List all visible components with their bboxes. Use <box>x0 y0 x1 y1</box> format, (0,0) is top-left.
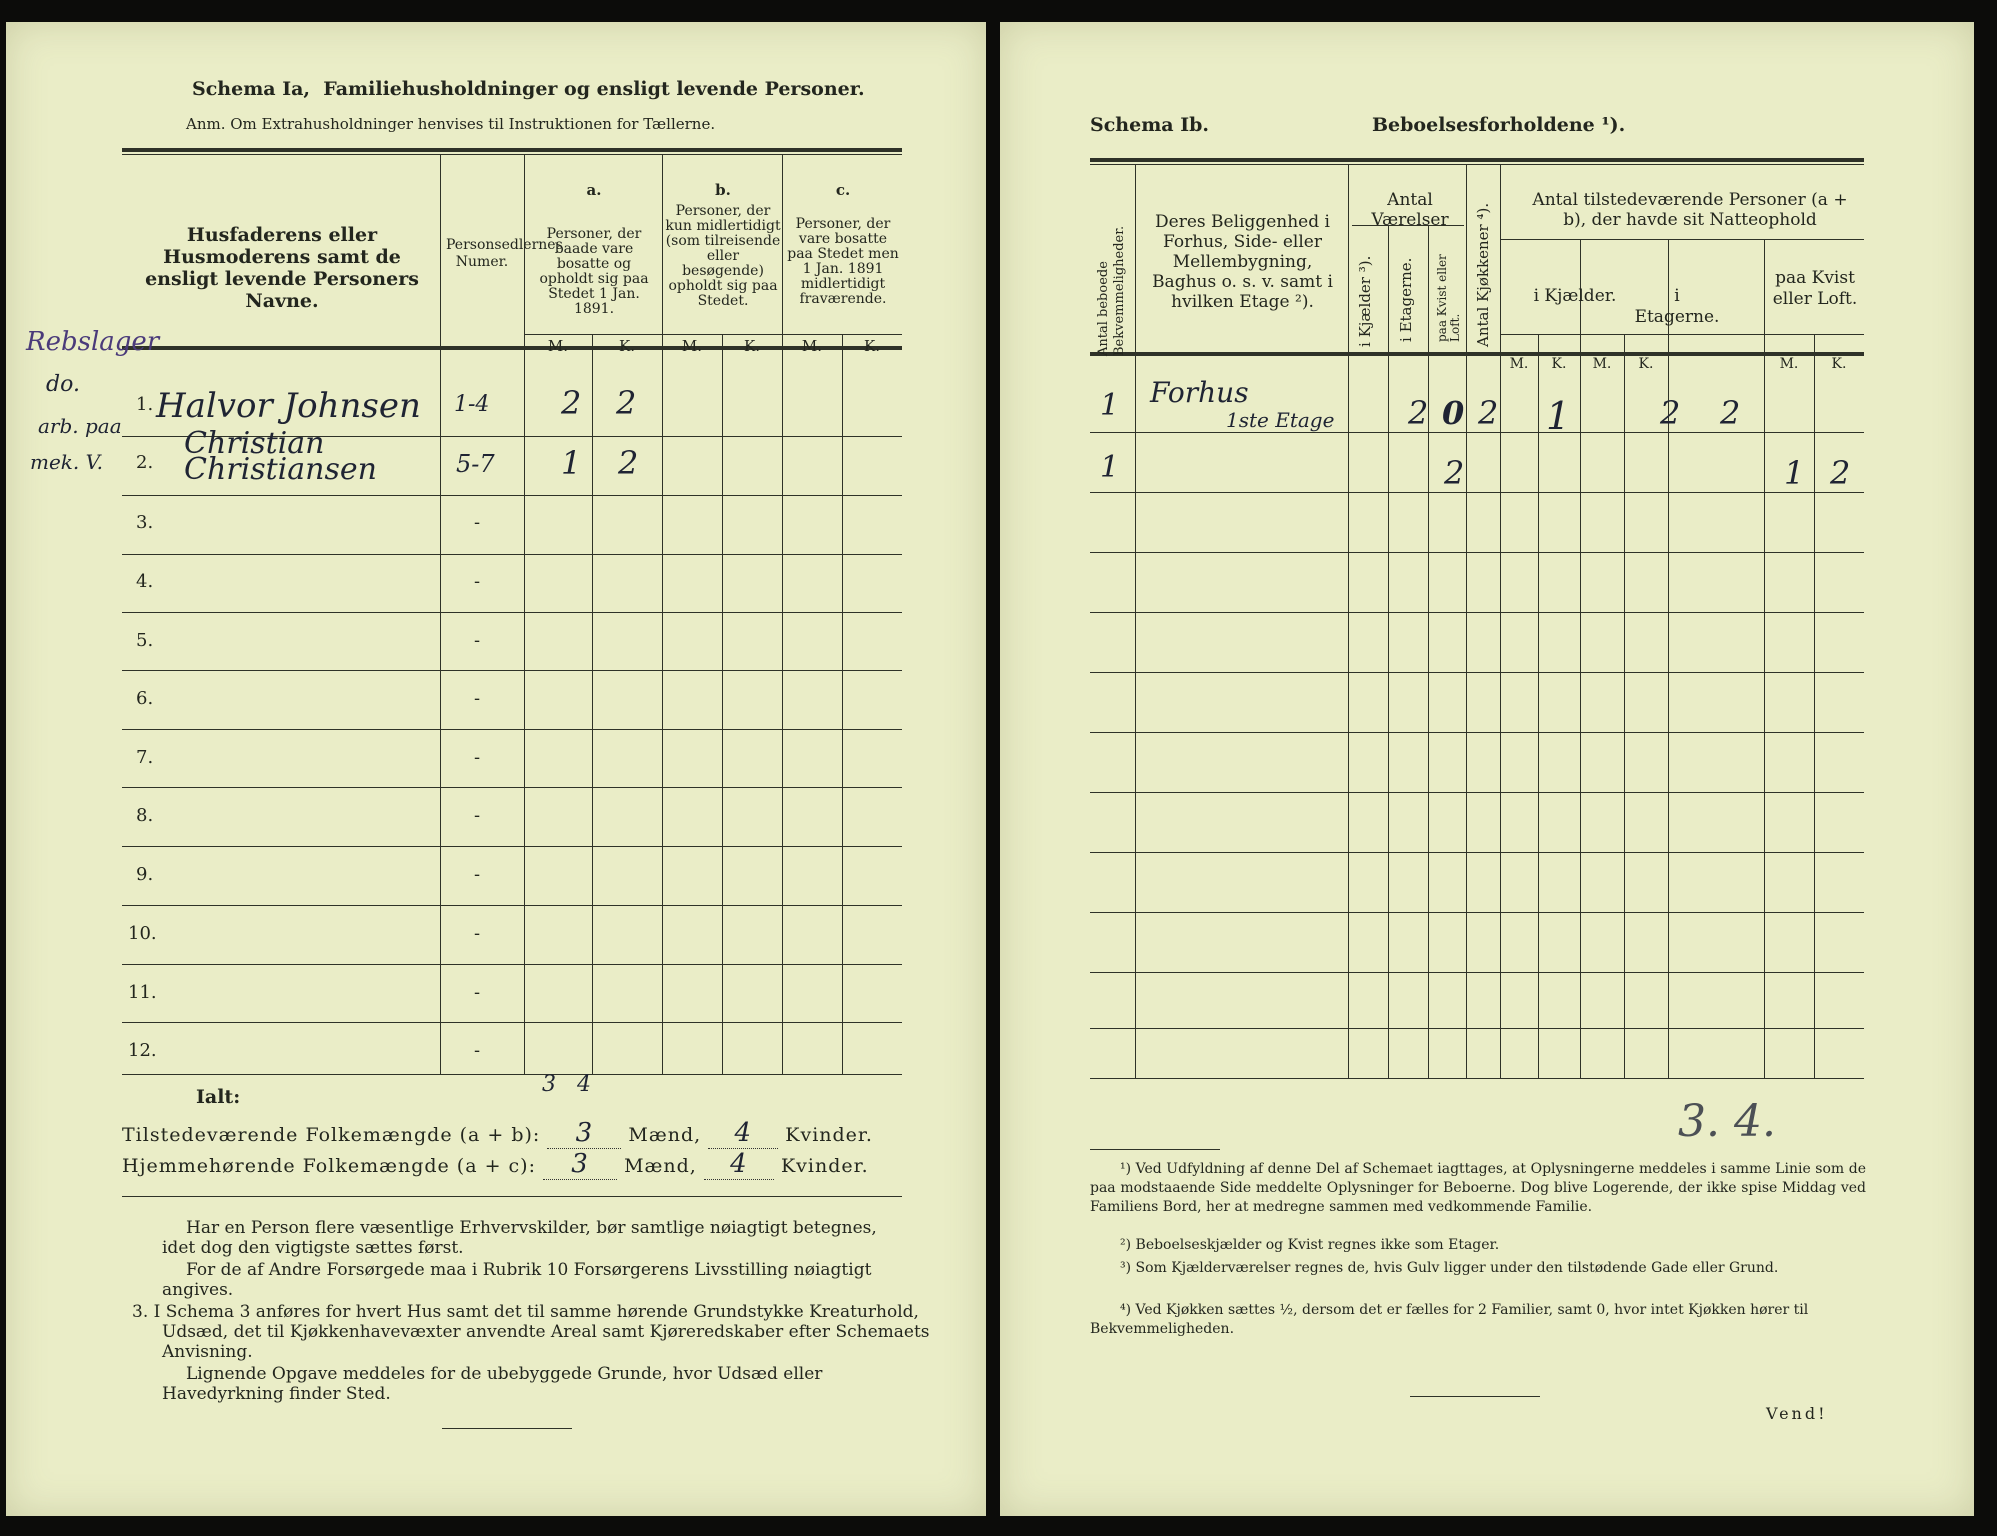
col-line <box>1624 334 1625 1078</box>
num-dash: - <box>474 982 481 1003</box>
entry-kjok: 2 <box>1478 394 1499 432</box>
row-line <box>122 1074 902 1075</box>
tilst-kvinder: Kvinder. <box>785 1124 873 1146</box>
col-a-m: M. <box>547 337 569 355</box>
num-dash: - <box>474 1040 481 1061</box>
left-note: Anm. Om Extrahusholdninger henvises til Instruktionen for Tællerne. <box>186 115 716 133</box>
right-page <box>1000 22 1974 1516</box>
col-line <box>592 334 593 1074</box>
row-line <box>122 670 902 671</box>
col-line <box>1135 164 1136 1078</box>
vend-label: Vend! <box>1766 1404 1828 1423</box>
col-b-letter: b. <box>715 181 731 199</box>
col-a-k: K. <box>619 337 635 355</box>
row-number: 3. <box>136 512 154 533</box>
col-header-kv <box>1436 232 1462 342</box>
entry-kv: 0 <box>1442 394 1465 432</box>
hand-total: 3. 4. <box>1678 1096 1776 1147</box>
row-line <box>1090 852 1864 853</box>
entry-num: 5-7 <box>456 450 495 478</box>
hjem-row <box>122 1149 869 1180</box>
tilst-maend: Mænd, <box>628 1124 702 1146</box>
col-line <box>1814 334 1815 1078</box>
entry-a-k: 2 <box>618 444 639 482</box>
left-title <box>192 78 865 100</box>
col-b-m: M. <box>681 337 703 355</box>
entry-a-m: 1 <box>561 444 582 482</box>
footnote-2: ²) Beboelseskjælder og Kvist regnes ikke som Etager. <box>1120 1237 1500 1253</box>
row-number: 12. <box>128 1040 157 1061</box>
col-line <box>1428 225 1429 1078</box>
col-header-kjok <box>1474 203 1492 347</box>
table-rule <box>1090 164 1864 165</box>
col-line <box>842 334 843 1074</box>
col-p-et-m: M. <box>1592 356 1612 372</box>
entry-name: Halvor Johnsen <box>156 386 421 426</box>
row-number: 11. <box>128 982 157 1003</box>
col-a-letter: a. <box>586 181 602 199</box>
left-page <box>6 22 986 1516</box>
col-line <box>722 334 723 1074</box>
row-number: 7. <box>136 747 154 768</box>
entry-name-line2: Christiansen <box>184 452 377 487</box>
instruction-para: For de af Andre Forsørgede maa i Rubrik 10 Forsørgerens Livsstilling nøiagtigt angives. <box>162 1260 872 1300</box>
row-line <box>1090 672 1864 673</box>
hjem-maend: Mænd, <box>624 1155 697 1177</box>
totals-rule <box>122 1196 902 1197</box>
tilst-m-field <box>547 1118 621 1149</box>
entry-a-m: 2 <box>561 384 582 422</box>
col-p-kv-m: M. <box>1779 356 1799 372</box>
col-c-letter: c. <box>835 181 851 199</box>
end-rule <box>442 1428 572 1429</box>
col-header-pers: Antal tilstedeværende Personer (a + b), der havde sit Natteophold <box>1532 190 1848 230</box>
instruction-para: Har en Person flere væsentlige Erhvervskilder, bør samtlige nøiagtigt betegnes, idet dog den vigtigste sættes først. <box>162 1218 877 1258</box>
col-line <box>1538 334 1539 1078</box>
hjem-k-field <box>704 1149 774 1180</box>
col-line <box>1500 164 1501 1078</box>
row-line <box>122 964 902 965</box>
footnote-1: ¹) Ved Udfyldning af denne Del af Schemaet iagttages, at Oplysningerne meddeles i samme Linie som de paa modstaaende Side meddelte Oplysninger for Beboerne. Dog blive Logerende, der ikke spise Middag ved Familiens Bord, her at medregne sammen med vedkommende Familie. <box>1090 1161 1866 1215</box>
entry-kv: 2 <box>1444 454 1465 492</box>
entry-belig-line1: Forhus <box>1150 376 1249 409</box>
col-line <box>662 154 663 1074</box>
tilst-k-field <box>708 1118 778 1149</box>
row-line <box>1090 972 1864 973</box>
hjem-m-field <box>543 1149 617 1180</box>
tilst-row <box>122 1118 873 1149</box>
row-line <box>1090 792 1864 793</box>
row-line <box>122 1022 902 1023</box>
entry-p-kv-k: 2 <box>1830 454 1851 492</box>
hjem-m: 3 <box>571 1149 589 1179</box>
col-header-belig: Deres Beliggenhed i Forhus, Side- eller Mellembygning, Baghus o. s. v. samt i hvilken Etage ²). <box>1152 212 1333 312</box>
end-rule <box>1410 1396 1540 1397</box>
col-c-k: K. <box>864 337 880 355</box>
num-dash: - <box>474 512 481 533</box>
entry-p-et-k: 2 <box>1720 394 1741 432</box>
row-number: 2. <box>136 452 154 473</box>
instruction-para: Lignende Opgave meddeles for de ubebyggede Grunde, hvor Udsæd eller Havedyrkning finder Sted. <box>162 1364 823 1404</box>
col-header-a: Personer, der baade vare bosatte og opholdt sig paa Stedet 1 Jan. 1891. <box>539 226 649 317</box>
col-b-k: K. <box>744 337 760 355</box>
footnote-rule <box>1090 1149 1220 1150</box>
margin-note: Rebslager <box>26 327 160 357</box>
row-number: 4. <box>136 571 154 592</box>
col-line <box>1348 164 1349 1078</box>
table-top-rule <box>1090 158 1864 162</box>
ialt-handwritten: 3 4 <box>542 1072 591 1097</box>
col-header-bek <box>1096 176 1128 356</box>
right-schema-label: Schema Ib. <box>1090 114 1210 136</box>
entry-num: 1-4 <box>454 392 490 417</box>
col-line <box>1668 239 1669 1078</box>
col-header-kv-text: paa Kvist eller Loft. <box>1435 254 1462 342</box>
row-line <box>1090 492 1864 493</box>
num-dash: - <box>474 688 481 709</box>
row-line <box>122 554 902 555</box>
row-number: 10. <box>128 923 157 944</box>
row-number: 8. <box>136 805 154 826</box>
row-line <box>1090 912 1864 913</box>
num-dash: - <box>474 747 481 768</box>
col-header-kj <box>1356 256 1374 347</box>
row-line <box>122 495 902 496</box>
col-p-kj-k: K. <box>1551 356 1567 372</box>
col-header-et-text: i Etagerne. <box>1397 257 1415 342</box>
col-header-p-et: i Etagerne. <box>1634 286 1720 327</box>
col-header-p-kv: paa Kvist eller Loft. <box>1772 268 1858 309</box>
hjem-label: Hjemmehørende Folkemængde (a + c): <box>122 1155 536 1177</box>
col-header-et <box>1397 258 1415 342</box>
left-title-text: Familiehusholdninger og ensligt levende Personer. <box>323 78 865 100</box>
row-line <box>122 846 902 847</box>
hjem-kvinder: Kvinder. <box>780 1155 869 1177</box>
col-line <box>782 154 783 1074</box>
row-line <box>122 905 902 906</box>
col-header-c: Personer, der vare bosatte paa Stedet men 1 Jan. 1891 midlertidigt fraværende. <box>787 216 899 307</box>
col-header-vaer: Antal Værelser <box>1371 190 1449 230</box>
entry-bek: 1 <box>1100 388 1120 423</box>
col-header-p-kj: i Kjælder. <box>1533 286 1617 306</box>
col-line <box>524 154 525 1074</box>
entry-et: 2 <box>1408 394 1429 432</box>
num-dash: - <box>474 923 481 944</box>
hjem-k: 4 <box>730 1149 748 1179</box>
tilst-k: 4 <box>734 1118 752 1148</box>
row-line <box>122 787 902 788</box>
tilst-m: 3 <box>575 1118 594 1148</box>
table-rule <box>122 154 902 155</box>
col-line <box>1388 225 1389 1078</box>
entry-bek: 1 <box>1100 450 1120 485</box>
num-dash: - <box>474 805 481 826</box>
col-line <box>1466 164 1467 1078</box>
col-c-m: M. <box>801 337 823 355</box>
table-rule <box>1500 334 1864 335</box>
table-rule <box>524 334 902 335</box>
margin-note: mek. V. <box>30 450 103 474</box>
table-rule <box>1090 352 1864 356</box>
num-dash: - <box>474 630 481 651</box>
num-dash: - <box>474 864 481 885</box>
col-p-kv-k: K. <box>1831 356 1847 372</box>
ialt-label: Ialt: <box>196 1086 241 1108</box>
row-line <box>122 612 902 613</box>
entry-p-kv-m: 1 <box>1784 454 1805 492</box>
col-line <box>440 154 441 1074</box>
entry-p-kj-m: 1 <box>1546 394 1571 438</box>
entry-belig-line2: 1ste Etage <box>1226 408 1335 432</box>
num-dash: - <box>474 571 481 592</box>
col-header-kjok-text: Antal Kjøkkener ⁴). <box>1474 202 1492 347</box>
row-line <box>1090 732 1864 733</box>
row-number: 5. <box>136 630 154 651</box>
entry-name-line1: Christian <box>184 426 325 461</box>
col-header-b: Personer, der kun midlertidigt (som tilreisende eller besøgende) opholdt sig paa Stedet. <box>665 203 781 309</box>
instruction-para: 3. I Schema 3 anføres for hvert Hus samt det til samme hørende Grundstykke Kreaturhold, Udsæd, det til Kjøkkenhavevæxter anvendte Areal samt Kjøreredskaber efter Schemaets Anvisning. <box>132 1302 930 1362</box>
entry-a-k: 2 <box>616 384 637 422</box>
footnote-3: ³) Som Kjælderværelser regnes de, hvis Gulv ligger under den tilstødende Gade eller Grund. <box>1120 1260 1779 1276</box>
row-number: 9. <box>136 864 154 885</box>
table-top-rule <box>122 148 902 152</box>
row-line <box>1090 432 1864 433</box>
row-line <box>1090 1028 1864 1029</box>
margin-note: arb. paa <box>38 414 122 438</box>
table-bottom-rule <box>1090 1078 1864 1079</box>
left-schema-label: Schema Ia, <box>192 78 311 100</box>
tilst-label: Tilstedeværende Folkemængde (a + b): <box>122 1124 541 1146</box>
row-number: 6. <box>136 688 154 709</box>
row-line <box>1090 612 1864 613</box>
footnote-4: ⁴) Ved Kjøkken sættes ½, dersom det er fælles for 2 Familier, samt 0, hvor intet Kjøkken hører til Bekvemmeligheden. <box>1090 1302 1809 1337</box>
row-line <box>122 729 902 730</box>
col-header-num: Personsedlernes Numer. <box>446 237 563 270</box>
margin-note: do. <box>46 372 80 397</box>
table-rule <box>1500 239 1864 240</box>
right-title: Beboelsesforholdene ¹). <box>1372 114 1626 136</box>
entry-p-et-m: 2 <box>1660 394 1681 432</box>
row-number: 1. <box>136 394 154 415</box>
col-header-name: Husfaderens eller Husmoderens samt de ensligt levende Personers Navne. <box>145 224 419 312</box>
col-header-kj-text: i Kjælder ³). <box>1356 255 1374 347</box>
row-line <box>1090 552 1864 553</box>
col-p-kj-m: M. <box>1509 356 1529 372</box>
col-header-bek-text: Antal beboede Bekvemmeligheder. <box>1096 225 1127 356</box>
col-p-et-k: K. <box>1638 356 1654 372</box>
